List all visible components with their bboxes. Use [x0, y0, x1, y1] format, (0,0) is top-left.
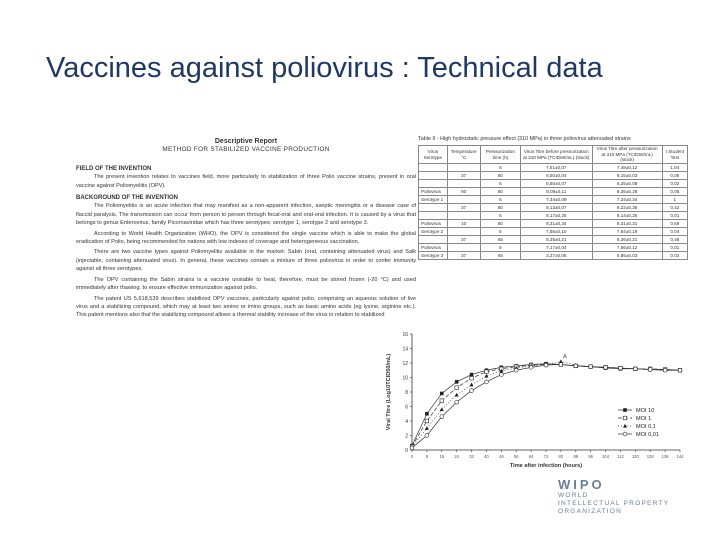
table-row	[419, 164, 688, 172]
table-header-cell: Virus Titre after pressurization at 310 MPa (TCID50/mL) (stock)	[592, 145, 662, 164]
table-row	[419, 196, 688, 204]
pressure-table	[418, 145, 688, 261]
x-tick-label: 128	[646, 454, 654, 459]
x-tick-label: 88	[573, 454, 579, 459]
chart-annotation: A	[562, 354, 567, 361]
table-cell: 0,42	[662, 204, 687, 212]
table-cell: 0,01	[662, 212, 687, 220]
table-header-row	[419, 145, 688, 164]
y-tick-label: 10	[402, 375, 408, 382]
data-point	[425, 426, 429, 430]
table-row	[419, 204, 688, 212]
legend-marker	[623, 416, 627, 420]
legend-marker	[623, 424, 627, 428]
table-cell: 5	[480, 180, 520, 188]
table-cell: 60	[480, 204, 520, 212]
y-axis-label: Viral Titre (Log10TCID50/mL)	[386, 353, 392, 431]
table-cell: Serotype 3	[419, 252, 448, 260]
table-cell	[447, 244, 480, 252]
data-point	[663, 368, 667, 372]
table-cell: 60	[480, 220, 520, 228]
table-cell: 10	[447, 220, 480, 228]
data-point	[574, 364, 578, 368]
section-heading-field: FIELD OF THE INVENTION	[76, 165, 152, 172]
table-header-cell: Virus Titre before pressurization at 310 MPa (TCID50/mL) (stock)	[521, 145, 593, 164]
y-tick-label: 0	[405, 448, 408, 454]
legend-label: MOI 10	[636, 408, 655, 414]
data-point	[440, 392, 444, 396]
x-tick-label: 32	[469, 454, 474, 459]
table-cell: 7,34±0,34	[592, 196, 662, 204]
table-header-cell: Pressurization time (h)	[480, 145, 520, 164]
x-tick-label: 40	[484, 454, 489, 459]
y-tick-label: 14	[402, 346, 408, 353]
x-tick-label: 24	[454, 454, 460, 459]
table-cell: 5	[480, 164, 520, 172]
table-cell: 65	[480, 252, 520, 260]
data-point	[440, 399, 444, 403]
table-cell: 8,31±0,31	[592, 220, 662, 228]
y-tick-label: 4	[405, 419, 408, 425]
table-row	[419, 228, 688, 236]
table-row	[419, 220, 688, 228]
data-point	[604, 365, 608, 369]
wipo-logo-name: WIPO	[558, 477, 605, 492]
table-row	[419, 252, 688, 260]
table-cell: 8,36±0,21	[592, 236, 662, 244]
data-point	[529, 365, 533, 369]
table-caption: Table II - High hydrostatic pressure effect (310 MPa) in three poliovirus attenuated strains	[418, 136, 631, 142]
x-tick-label: 112	[617, 454, 624, 459]
viral-titre-chart	[380, 330, 690, 470]
table-row	[419, 236, 688, 244]
table-cell: 7,56±0,10	[521, 228, 593, 236]
x-axis-label: Time after infection (hours)	[509, 463, 583, 469]
table-cell: 37	[447, 252, 480, 260]
data-point	[514, 368, 518, 372]
paragraph-4: The OPV containing the Sabin strains is a vaccine unstable to heat, therefore, must be stored frozen (-20 °C) and used immediately after thawing, to ensure effective immunization against polio.	[76, 276, 416, 292]
table-cell: Serotype 2	[419, 228, 448, 236]
legend-label: MOI 1	[636, 416, 652, 422]
table-cell: 8,50±0,07	[521, 180, 593, 188]
data-point	[633, 367, 637, 371]
data-point	[499, 373, 503, 377]
legend-label: MOI 0,01	[636, 432, 660, 438]
table-cell: 8,31±0,34	[521, 220, 593, 228]
table-cell	[419, 236, 448, 244]
data-point	[485, 370, 489, 374]
data-point	[425, 434, 429, 438]
table-cell: 8,13±0,07	[521, 204, 593, 212]
report-title: Descriptive Report	[214, 138, 278, 145]
x-tick-label: 56	[513, 454, 519, 459]
table-cell: 0,01	[662, 244, 687, 252]
table-cell: 0,06	[662, 172, 687, 180]
table-cell: 7,17±0,04	[521, 244, 593, 252]
x-tick-label: 144	[676, 454, 684, 459]
data-point	[455, 400, 459, 404]
table-cell: Poliovirus	[419, 244, 448, 252]
table-cell: 3,27±0,06	[521, 252, 593, 260]
x-tick-label: 136	[661, 454, 669, 459]
x-tick-label: 96	[588, 454, 594, 459]
table-row	[419, 172, 688, 180]
data-point	[619, 366, 623, 370]
data-point	[544, 363, 548, 367]
table-cell: 0,69	[662, 220, 687, 228]
table-cell: Poliovirus	[419, 220, 448, 228]
paragraph-2: According to World Health Organization (WHO), the OPV is considered the single vaccine which is able to make the global eradication of Polio, being recommended for nations with low indexes of coverage and heterogeneous vaccination.	[76, 230, 416, 246]
table-cell	[419, 180, 448, 188]
table-cell: 5,85±0,03	[592, 252, 662, 260]
x-tick-label: 8	[425, 454, 429, 459]
data-point	[425, 419, 429, 423]
table-cell: 1,04	[662, 164, 687, 172]
data-point	[410, 446, 414, 450]
table-cell: 1	[662, 196, 687, 204]
table-cell: 60	[480, 188, 520, 196]
table-cell: 0,48	[662, 236, 687, 244]
table-row	[419, 180, 688, 188]
table-cell	[419, 164, 448, 172]
slide-title: Vaccines against poliovirus : Technical data	[46, 52, 603, 84]
section-text-field: The present invention relates to vaccines field, more particularly to stabilization of three Polio vaccine strains, present in oral vaccine against Poliomyelitis (OPV).	[76, 174, 416, 189]
table-cell	[447, 196, 480, 204]
data-point	[440, 407, 444, 411]
y-tick-label: 6	[405, 404, 408, 411]
table-cell: 37	[447, 204, 480, 212]
data-point	[455, 386, 459, 390]
table-cell	[419, 172, 448, 180]
table-cell: 8,14±0,25	[592, 212, 662, 220]
y-tick-label: 16	[402, 332, 408, 338]
table-cell: 8,35±0,28	[592, 188, 662, 196]
paragraph-5: The patent US 5,618,539 describes stabilized OPV vaccines, particularly against polio, comprising an aqueous solution of live virus and a stabilizing compound, which may at least two amino or imino groups, such as basic amino acids (eg lysine, arginine etc.). This patent mentions also that the stabilizing compound allows a thermal stability increase of the virus in relation to stabilized	[76, 295, 416, 319]
data-point	[455, 393, 459, 397]
wipo-logo-line1: WORLD	[558, 492, 589, 499]
data-point	[455, 380, 459, 384]
x-tick-label: 72	[543, 454, 549, 459]
table-cell	[419, 212, 448, 220]
table-cell: 0,02	[662, 180, 687, 188]
wipo-logo-line2: INTELLECTUAL PROPERTY	[558, 500, 670, 507]
report-subtitle: METHOD FOR STABILIZED VACCINE PRODUCTION	[162, 146, 330, 154]
table-cell: 7,64±0,19	[592, 228, 662, 236]
table-row	[419, 244, 688, 252]
y-tick-label: 2	[405, 433, 408, 440]
table-cell: 8,22±0,35	[592, 204, 662, 212]
table-body	[419, 164, 688, 260]
y-tick-label: 12	[402, 361, 408, 367]
legend-marker	[623, 432, 627, 436]
table-cell: 60	[447, 188, 480, 196]
table-cell: 8,25±0,08	[592, 180, 662, 188]
table-cell	[447, 164, 480, 172]
data-point	[470, 373, 474, 377]
table-header-cell: Virus Serotype	[419, 145, 448, 164]
table-cell	[419, 204, 448, 212]
table-cell: 7,34±0,09	[521, 196, 593, 204]
table-cell: 7,48±0,12	[592, 164, 662, 172]
table-cell: 5	[480, 196, 520, 204]
data-point	[559, 363, 563, 367]
table-cell: 0,04	[662, 228, 687, 236]
table-cell: 7,66±0,12	[592, 244, 662, 252]
table-cell: 8,17±0,25	[521, 212, 593, 220]
y-tick-label: 8	[405, 390, 408, 396]
wipo-logo	[558, 477, 708, 516]
x-tick-label: 0	[410, 454, 414, 459]
wipo-logo-line3: ORGANIZATION	[558, 508, 623, 515]
legend-marker	[623, 408, 627, 412]
table-cell: 8,09±0,11	[521, 188, 593, 196]
table-cell: 5	[480, 244, 520, 252]
table-header-cell: t Student Test	[662, 145, 687, 164]
table-cell	[447, 228, 480, 236]
table-cell: 37	[447, 236, 480, 244]
data-point	[589, 365, 593, 369]
table-cell: 8,35±0,21	[521, 236, 593, 244]
table-cell: 65	[480, 236, 520, 244]
table-cell: 60	[480, 172, 520, 180]
table-cell: 8,50±0,04	[521, 172, 593, 180]
paragraph-3: There are two vaccine types against Poliomyelitis available in the market: Sabin (oral, containing attenuated virus) and Salk (injectable, containing attenuated virus). In general, these vaccines contain a mixture of three poliovirus in order to confer immunity against all three serotypes.	[76, 249, 416, 273]
table-cell: 37	[447, 172, 480, 180]
table-cell: Serotype 1	[419, 196, 448, 204]
paragraph-1: The Poliomyelitis is an acute infection that may manifest as a non-apparent infection, aseptic meningitis or a disease case of flaccid paralysis. The transmission can occur from person to person through fecal-oral and oral-oral infection. It is caused by a virus that belongs to genus Enterovirus, family Picornaviridae which has three serotypes: serotype 1, serotype 2 and serotype 3.	[76, 203, 416, 227]
table-cell: 8,15±0,03	[592, 172, 662, 180]
x-tick-label: 120	[631, 454, 639, 459]
section-heading-background: BACKGROUND OF THE INVENTION	[76, 195, 178, 202]
data-point	[678, 368, 682, 372]
data-point	[648, 368, 652, 372]
data-point	[425, 412, 429, 416]
data-point	[470, 376, 474, 380]
descriptive-report-scan	[76, 134, 416, 484]
x-tick-label: 104	[602, 454, 610, 459]
data-point	[440, 415, 444, 419]
x-tick-label: 48	[498, 454, 504, 459]
table-header-cell: Temperature °C	[447, 145, 480, 164]
table-cell: 0,02	[662, 252, 687, 260]
x-tick-label: 80	[558, 454, 564, 459]
table-row	[419, 212, 688, 220]
table-cell: Poliovirus	[419, 188, 448, 196]
table-cell: 0,05	[662, 188, 687, 196]
table-cell	[447, 212, 480, 220]
table-cell: 7,51±0,07	[521, 164, 593, 172]
legend-label: MOI 0,1	[636, 424, 656, 430]
table-cell: 5	[480, 228, 520, 236]
data-point	[470, 383, 474, 387]
data-point	[485, 380, 489, 384]
x-tick-label: 64	[528, 454, 534, 459]
table-row	[419, 188, 688, 196]
table-cell	[447, 180, 480, 188]
data-point	[470, 389, 474, 393]
pressure-table-scan	[418, 136, 688, 260]
x-tick-label: 16	[439, 454, 445, 459]
table-cell: 5	[480, 212, 520, 220]
